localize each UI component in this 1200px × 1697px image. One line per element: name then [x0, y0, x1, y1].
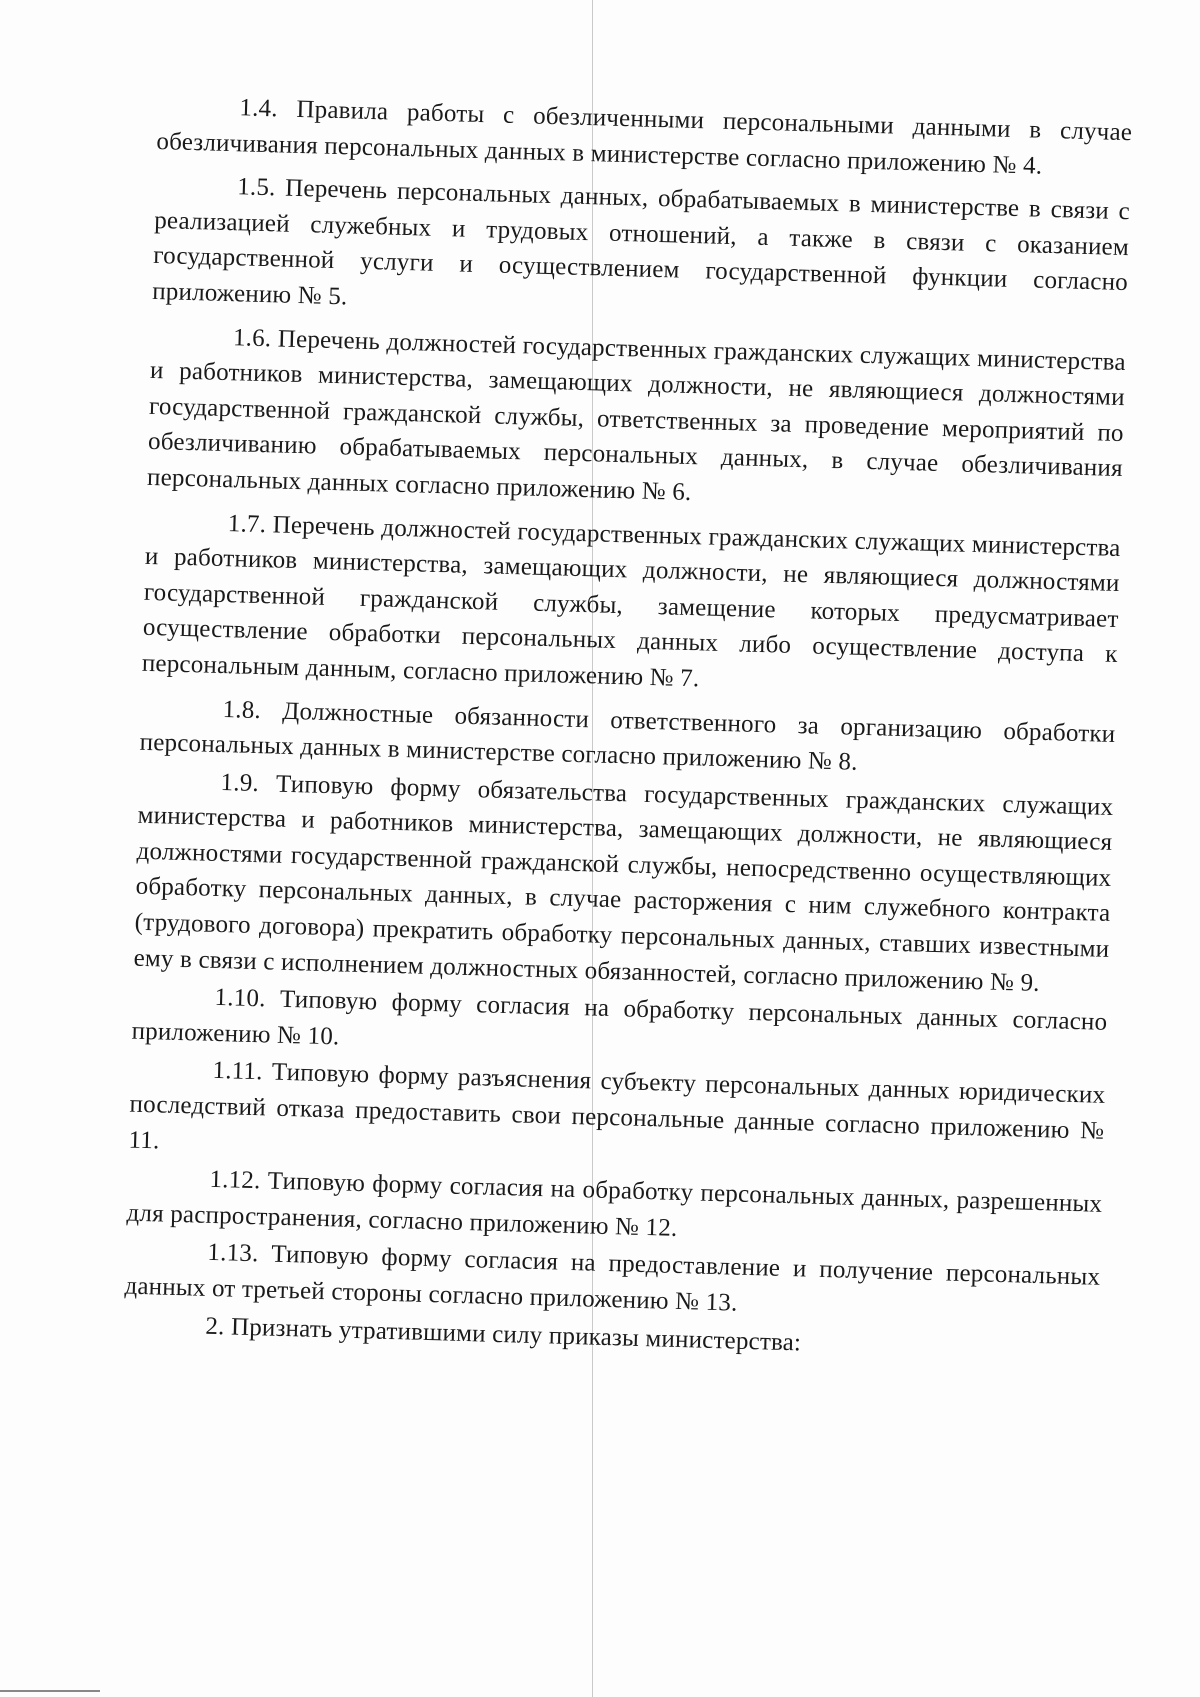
paragraph-1-8: 1.8. Должностные обязанности ответственного за организацию обработки персональных данных в министерстве согласно приложению № 8. — [139, 695, 1116, 776]
paragraph-1-6: 1.6. Перечень должностей государственных гражданских служащих министерства и работников министерства, замещающих должности, не являющиеся должностями государственной гражданской службы, ответственных за проведение мероприятий по обезличиванию обрабатываемых персональных данных, в случае обезличивания персональных данных согласно приложению № 6. — [146, 323, 1127, 506]
paragraph-1-12: 1.12. Типовую форму согласия на обработку персональных данных, разрешенных для распространения, согласно приложению № 12. — [126, 1166, 1103, 1242]
paragraph-1-9: 1.9. Типовую форму обязательства государственных гражданских служащих министерства и работников министерства, замещающих должности, не являющиеся должностями государственной гражданской службы, непосредственно осуществляющих обработку персональных данных, в случае расторжения с ним служебного контракта (трудового договора) прекратить обработку персональных данных, ставших известными ему в связи с исполнением должностных обязанностей, согласно приложению № 9. — [133, 768, 1114, 997]
paragraph-1-11: 1.11. Типовую форму разъяснения субъекту персональных данных юридических последствий отказа предоставить свои персональные данные согласно приложению № 11. — [128, 1057, 1106, 1155]
paragraph-2: 2. Признать утратившими силу приказы министерства: — [205, 1312, 802, 1357]
paragraph-1-13: 1.13. Типовую форму согласия на предоставление и получение персональных данных от третьей стороны согласно приложению № 13. — [124, 1239, 1101, 1317]
paragraph-1-10: 1.10. Типовую форму согласия на обработку персональных данных согласно приложению № 10. — [131, 984, 1108, 1051]
paragraph-1-4: 1.4. Правила работы с обезличенными персональными данными в случае обезличивания персональных данных в министерстве согласно приложению № 4. — [156, 94, 1133, 180]
scan-edge-mark — [0, 1690, 100, 1692]
paragraph-1-7: 1.7. Перечень должностей государственных гражданских служащих министерства и работников министерства, замещающих должности, не являющиеся должностями государственной гражданской службы, замещение которых предусматривает осуществление обработки персональных данных либо осуществление доступа к персональным данным, согласно приложению № 7. — [141, 509, 1121, 693]
document-body — [123, 88, 1133, 1371]
paragraph-1-5: 1.5. Перечень персональных данных, обрабатываемых в министерстве в связи с реализацией служебных и трудовых отношений, а также в связи с оказанием государственной услуги и осуществлением государственной функции согласно приложению № 5. — [151, 173, 1131, 311]
